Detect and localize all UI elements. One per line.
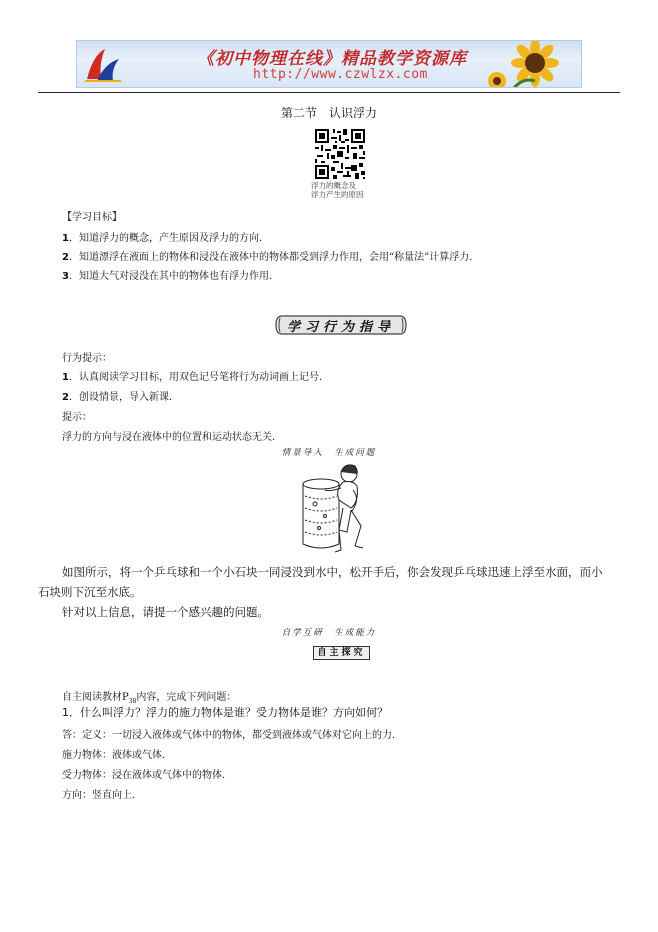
objective-number: 2	[62, 252, 69, 263]
qr-caption-line: 浮力的概念及	[311, 181, 356, 190]
scenario-paragraph-line: 石块则下沉至水底。	[38, 585, 142, 599]
objective-number: 3	[62, 271, 69, 282]
hint-item	[62, 388, 179, 403]
scenario-paragraph-line: 如图所示，将一个乒乓球和一个小石块一同浸没到水中，松开手后，你会发现乒乓球迅速上浮至水面，而小	[62, 565, 603, 579]
objective-item	[62, 229, 269, 244]
objective-text: ．知道大气对浸没在其中的物体也有浮力作用．	[68, 271, 279, 282]
guide-banner	[274, 313, 408, 337]
intro-prefix: 自主阅读教材P	[62, 692, 129, 703]
scenario-question: 针对以上信息，请提一个感兴趣的问题。	[62, 605, 269, 619]
hint-item	[62, 368, 329, 383]
tip-text: 浮力的方向与浸在液体中的位置和运动状态无关．	[62, 432, 282, 443]
banner-title: 《初中物理在线》精品教学资源库	[197, 49, 467, 69]
answer-direction: 方向：竖直向上．	[62, 790, 142, 801]
qr-code	[313, 127, 367, 181]
banner-url: http://www.czwlzx.com	[253, 67, 428, 82]
site-logo	[83, 45, 123, 85]
header-banner	[76, 40, 582, 88]
qr-caption	[311, 181, 364, 199]
intro-suffix: 内容，完成下列问题：	[136, 692, 237, 703]
student-with-water-tank-illustration	[295, 460, 375, 554]
self-study-subhead: 自学互研 生成能力	[281, 628, 377, 638]
guide-banner-text: 学习行为指导	[286, 320, 395, 335]
hint-number: 1	[62, 372, 69, 383]
intro-page-subscript: 38	[128, 698, 137, 705]
hint-text: ．认真阅读学习目标，用双色记号笔将行为动词画上记号．	[68, 372, 329, 383]
objective-text: ．知道浮力的概念，产生原因及浮力的方向．	[68, 233, 269, 244]
hints-label: 行为提示：	[62, 353, 112, 364]
objective-item	[62, 267, 279, 282]
qr-caption-line: 浮力产生的原因	[311, 190, 364, 199]
objective-number: 1	[62, 233, 69, 244]
header-rule	[38, 92, 620, 93]
self-study-intro	[62, 688, 236, 705]
sunflower-image	[483, 41, 575, 88]
scenario-subhead: 情景导入 生成问题	[281, 448, 377, 458]
objectives-heading: 【学习目标】	[62, 212, 122, 223]
objective-text: ．知道漂浮在液面上的物体和浸没在液体中的物体都受到浮力作用，会用“称量法”计算浮力．	[68, 252, 480, 263]
answer-receiving-object: 受力物体：浸在液体或气体中的物体．	[62, 770, 232, 781]
tip-label: 提示：	[62, 412, 92, 423]
answer-exerting-object: 施力物体：液体或气体．	[62, 750, 172, 761]
answer-definition: 答：定义：一切浸入液体或气体中的物体，都受到液体或气体对它向上的力．	[62, 730, 402, 741]
hint-text: ．创设情景，导入新课．	[68, 392, 179, 403]
question-1: 1．什么叫浮力？浮力的施力物体是谁？受力物体是谁？方向如何？	[62, 706, 388, 719]
section-title: 第二节 认识浮力	[280, 106, 377, 120]
hint-number: 2	[62, 392, 69, 403]
self-study-box: 自主探究	[313, 646, 370, 660]
objective-item	[62, 248, 479, 263]
